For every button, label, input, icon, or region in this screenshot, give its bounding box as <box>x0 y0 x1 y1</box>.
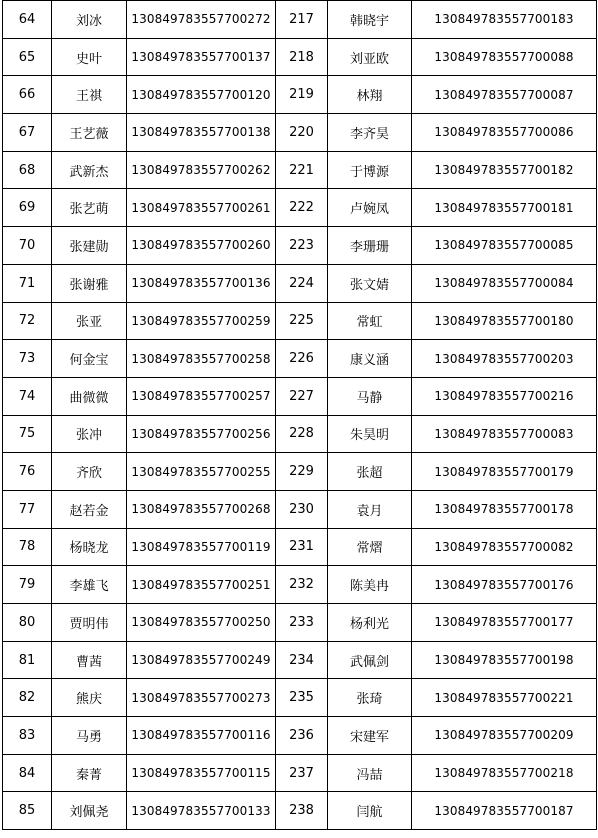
left-name-cell: 赵若金 <box>52 490 127 528</box>
right-number-cell: 220 <box>276 114 328 152</box>
table-row <box>3 302 597 340</box>
right-number-cell: 223 <box>276 227 328 265</box>
left-name-cell: 李雄飞 <box>52 566 127 604</box>
table-row <box>3 377 597 415</box>
right-name-cell: 常虹 <box>328 302 412 340</box>
right-number-cell: 235 <box>276 679 328 717</box>
left-id-cell: 130849783557700273 <box>127 679 276 717</box>
right-number-cell: 231 <box>276 528 328 566</box>
left-number-cell: 70 <box>3 227 52 265</box>
left-name-cell: 张艺萌 <box>52 189 127 227</box>
right-id-cell: 130849783557700180 <box>412 302 597 340</box>
right-id-cell: 130849783557700218 <box>412 754 597 792</box>
right-id-cell: 130849783557700086 <box>412 114 597 152</box>
left-number-cell: 73 <box>3 340 52 378</box>
right-id-cell: 130849783557700187 <box>412 792 597 830</box>
left-name-cell: 贾明伟 <box>52 604 127 642</box>
left-id-cell: 130849783557700119 <box>127 528 276 566</box>
left-name-cell: 张冲 <box>52 415 127 453</box>
table-row <box>3 340 597 378</box>
right-name-cell: 袁月 <box>328 490 412 528</box>
left-number-cell: 72 <box>3 302 52 340</box>
right-name-cell: 刘亚欧 <box>328 38 412 76</box>
left-name-cell: 王祺 <box>52 76 127 114</box>
left-id-cell: 130849783557700262 <box>127 151 276 189</box>
right-number-cell: 221 <box>276 151 328 189</box>
table-row <box>3 1 597 39</box>
left-id-cell: 130849783557700136 <box>127 264 276 302</box>
left-number-cell: 84 <box>3 754 52 792</box>
right-id-cell: 130849783557700083 <box>412 415 597 453</box>
right-id-cell: 130849783557700221 <box>412 679 597 717</box>
table-row <box>3 189 597 227</box>
left-number-cell: 65 <box>3 38 52 76</box>
left-name-cell: 刘佩尧 <box>52 792 127 830</box>
right-name-cell: 卢婉凤 <box>328 189 412 227</box>
left-id-cell: 130849783557700256 <box>127 415 276 453</box>
table-row <box>3 264 597 302</box>
right-number-cell: 226 <box>276 340 328 378</box>
left-number-cell: 74 <box>3 377 52 415</box>
left-id-cell: 130849783557700268 <box>127 490 276 528</box>
right-name-cell: 闫航 <box>328 792 412 830</box>
roster-table <box>2 0 597 830</box>
right-number-cell: 238 <box>276 792 328 830</box>
left-number-cell: 76 <box>3 453 52 491</box>
left-id-cell: 130849783557700249 <box>127 641 276 679</box>
table-row <box>3 415 597 453</box>
table-row <box>3 679 597 717</box>
left-number-cell: 83 <box>3 717 52 755</box>
left-name-cell: 曹茜 <box>52 641 127 679</box>
right-number-cell: 230 <box>276 490 328 528</box>
table-row <box>3 717 597 755</box>
left-id-cell: 130849783557700251 <box>127 566 276 604</box>
right-number-cell: 237 <box>276 754 328 792</box>
left-number-cell: 75 <box>3 415 52 453</box>
table-row <box>3 76 597 114</box>
left-name-cell: 史叶 <box>52 38 127 76</box>
right-number-cell: 232 <box>276 566 328 604</box>
right-id-cell: 130849783557700179 <box>412 453 597 491</box>
right-id-cell: 130849783557700209 <box>412 717 597 755</box>
table-row <box>3 227 597 265</box>
left-id-cell: 130849783557700255 <box>127 453 276 491</box>
right-name-cell: 李齐昊 <box>328 114 412 152</box>
right-name-cell: 林翔 <box>328 76 412 114</box>
right-id-cell: 130849783557700198 <box>412 641 597 679</box>
right-name-cell: 张文婧 <box>328 264 412 302</box>
right-id-cell: 130849783557700082 <box>412 528 597 566</box>
left-name-cell: 张建勋 <box>52 227 127 265</box>
right-number-cell: 234 <box>276 641 328 679</box>
table-row <box>3 566 597 604</box>
left-number-cell: 71 <box>3 264 52 302</box>
right-name-cell: 陈美冉 <box>328 566 412 604</box>
right-number-cell: 218 <box>276 38 328 76</box>
left-name-cell: 武新杰 <box>52 151 127 189</box>
right-id-cell: 130849783557700183 <box>412 1 597 39</box>
right-id-cell: 130849783557700088 <box>412 38 597 76</box>
table-row <box>3 151 597 189</box>
left-name-cell: 齐欣 <box>52 453 127 491</box>
left-number-cell: 67 <box>3 114 52 152</box>
left-id-cell: 130849783557700133 <box>127 792 276 830</box>
right-id-cell: 130849783557700085 <box>412 227 597 265</box>
right-name-cell: 张琦 <box>328 679 412 717</box>
right-id-cell: 130849783557700216 <box>412 377 597 415</box>
left-id-cell: 130849783557700258 <box>127 340 276 378</box>
left-name-cell: 杨晓龙 <box>52 528 127 566</box>
left-number-cell: 64 <box>3 1 52 39</box>
right-number-cell: 225 <box>276 302 328 340</box>
left-name-cell: 曲微微 <box>52 377 127 415</box>
right-name-cell: 宋建军 <box>328 717 412 755</box>
right-name-cell: 李珊珊 <box>328 227 412 265</box>
right-number-cell: 222 <box>276 189 328 227</box>
left-name-cell: 张亚 <box>52 302 127 340</box>
left-number-cell: 85 <box>3 792 52 830</box>
table-row <box>3 792 597 830</box>
table-row <box>3 453 597 491</box>
right-name-cell: 冯喆 <box>328 754 412 792</box>
right-id-cell: 130849783557700182 <box>412 151 597 189</box>
left-name-cell: 王艺薇 <box>52 114 127 152</box>
right-id-cell: 130849783557700176 <box>412 566 597 604</box>
right-name-cell: 于博源 <box>328 151 412 189</box>
right-number-cell: 219 <box>276 76 328 114</box>
right-name-cell: 常熠 <box>328 528 412 566</box>
right-id-cell: 130849783557700203 <box>412 340 597 378</box>
left-number-cell: 81 <box>3 641 52 679</box>
right-id-cell: 130849783557700178 <box>412 490 597 528</box>
left-number-cell: 80 <box>3 604 52 642</box>
left-id-cell: 130849783557700120 <box>127 76 276 114</box>
right-number-cell: 236 <box>276 717 328 755</box>
right-number-cell: 229 <box>276 453 328 491</box>
left-id-cell: 130849783557700250 <box>127 604 276 642</box>
left-name-cell: 张谢雅 <box>52 264 127 302</box>
left-name-cell: 马勇 <box>52 717 127 755</box>
table-row <box>3 754 597 792</box>
left-name-cell: 秦菁 <box>52 754 127 792</box>
table-row <box>3 528 597 566</box>
right-id-cell: 130849783557700181 <box>412 189 597 227</box>
right-name-cell: 杨利光 <box>328 604 412 642</box>
left-number-cell: 66 <box>3 76 52 114</box>
right-number-cell: 233 <box>276 604 328 642</box>
roster-table-body <box>3 1 597 830</box>
table-row <box>3 641 597 679</box>
right-number-cell: 227 <box>276 377 328 415</box>
left-number-cell: 82 <box>3 679 52 717</box>
left-id-cell: 130849783557700115 <box>127 754 276 792</box>
right-id-cell: 130849783557700177 <box>412 604 597 642</box>
left-id-cell: 130849783557700138 <box>127 114 276 152</box>
left-id-cell: 130849783557700261 <box>127 189 276 227</box>
left-id-cell: 130849783557700137 <box>127 38 276 76</box>
left-id-cell: 130849783557700260 <box>127 227 276 265</box>
left-name-cell: 熊庆 <box>52 679 127 717</box>
left-id-cell: 130849783557700259 <box>127 302 276 340</box>
right-name-cell: 朱昊明 <box>328 415 412 453</box>
left-name-cell: 刘冰 <box>52 1 127 39</box>
left-id-cell: 130849783557700257 <box>127 377 276 415</box>
right-name-cell: 韩晓宇 <box>328 1 412 39</box>
right-name-cell: 马静 <box>328 377 412 415</box>
table-row <box>3 604 597 642</box>
left-number-cell: 78 <box>3 528 52 566</box>
left-number-cell: 68 <box>3 151 52 189</box>
right-number-cell: 228 <box>276 415 328 453</box>
right-name-cell: 武佩剑 <box>328 641 412 679</box>
left-id-cell: 130849783557700116 <box>127 717 276 755</box>
left-id-cell: 130849783557700272 <box>127 1 276 39</box>
table-row <box>3 114 597 152</box>
right-number-cell: 217 <box>276 1 328 39</box>
right-id-cell: 130849783557700087 <box>412 76 597 114</box>
left-number-cell: 69 <box>3 189 52 227</box>
right-name-cell: 康义涵 <box>328 340 412 378</box>
table-row <box>3 38 597 76</box>
right-id-cell: 130849783557700084 <box>412 264 597 302</box>
table-row <box>3 490 597 528</box>
left-number-cell: 79 <box>3 566 52 604</box>
right-number-cell: 224 <box>276 264 328 302</box>
right-name-cell: 张超 <box>328 453 412 491</box>
left-name-cell: 何金宝 <box>52 340 127 378</box>
left-number-cell: 77 <box>3 490 52 528</box>
